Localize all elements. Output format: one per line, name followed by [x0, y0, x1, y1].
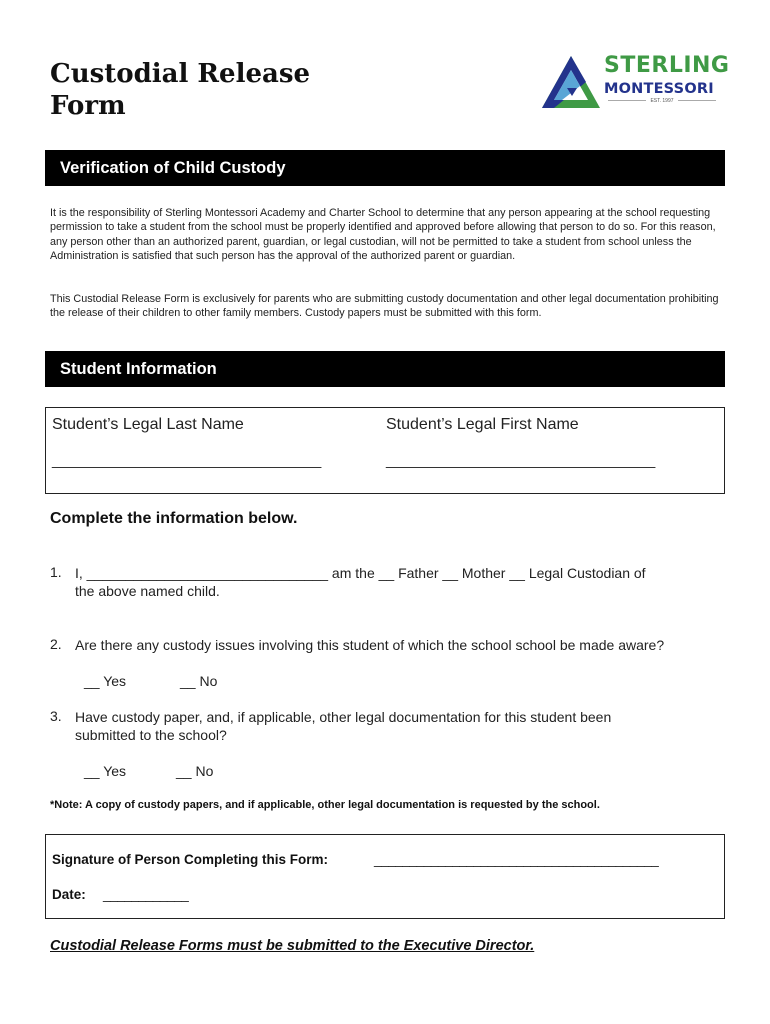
first-name-label: Student’s Legal First Name	[386, 416, 579, 433]
verification-paragraph-1: It is the responsibility of Sterling Montessori Academy and Charter School to determine that any person appearing at the school requesting permission to take a student from the school must be properly identified and approved before allowing that person to do so. For this reason, any person other than an authorized parent, guardian, or legal custodian, will not be permitted to take a student from school unless the Administration is satisfied that such person has the approval of the authorized parent or guardian.	[50, 207, 716, 263]
student-name-box	[45, 407, 725, 494]
submission-notice: Custodial Release Forms must be submitted to the Executive Director.	[50, 938, 535, 954]
q3-line-2: submitted to the school?	[75, 727, 227, 743]
student-info-heading: Student Information	[45, 351, 725, 387]
date-field[interactable]: ____________	[103, 887, 189, 902]
q2-no-option[interactable]: __ No	[180, 673, 218, 689]
q3-no-option[interactable]: __ No	[176, 763, 214, 779]
q3-number: 3.	[50, 708, 62, 724]
logo-name-bottom: MONTESSORI	[604, 81, 714, 97]
q1-line-1[interactable]: I, _______________________________ am the __ Father __ Mother __ Legal Custodian of	[75, 565, 646, 581]
q2-text: Are there any custody issues involving this student of which the school school be made aware?	[75, 637, 665, 653]
custody-note: *Note: A copy of custody papers, and if applicable, other legal documentation is requested by the school.	[50, 799, 600, 811]
verification-heading: Verification of Child Custody	[45, 150, 725, 186]
title-line-2: Form	[50, 91, 126, 121]
signature-field[interactable]: ________________________________________	[374, 852, 659, 867]
q3-yes-option[interactable]: __ Yes	[84, 763, 127, 779]
last-name-label: Student’s Legal Last Name	[52, 416, 244, 433]
signature-label: Signature of Person Completing this Form:	[52, 852, 329, 867]
instructions-heading: Complete the information below.	[50, 510, 298, 527]
q2-yes-option[interactable]: __ Yes	[84, 673, 127, 689]
first-name-field[interactable]: ________________________________	[386, 452, 655, 469]
school-logo	[540, 50, 730, 112]
logo-name-top: STERLING	[604, 53, 730, 78]
q1-line-2: the above named child.	[75, 583, 220, 599]
q2-number: 2.	[50, 636, 62, 652]
date-label: Date:	[52, 887, 86, 902]
q1-number: 1.	[50, 564, 62, 580]
signature-box	[45, 834, 725, 919]
verification-paragraph-2: This Custodial Release Form is exclusively for parents who are submitting custody documentation and other legal documentation prohibiting the release of their children to other family members. Custody papers must be submitted with this form.	[50, 293, 719, 320]
last-name-field[interactable]: ________________________________	[52, 452, 321, 469]
title-line-1: Custodial Release	[50, 59, 311, 89]
page-title	[50, 58, 310, 122]
triangle-logo-icon	[540, 54, 602, 110]
q3-line-1: Have custody paper, and, if applicable, other legal documentation for this student been	[75, 709, 612, 725]
logo-est: EST. 1997	[604, 98, 720, 104]
